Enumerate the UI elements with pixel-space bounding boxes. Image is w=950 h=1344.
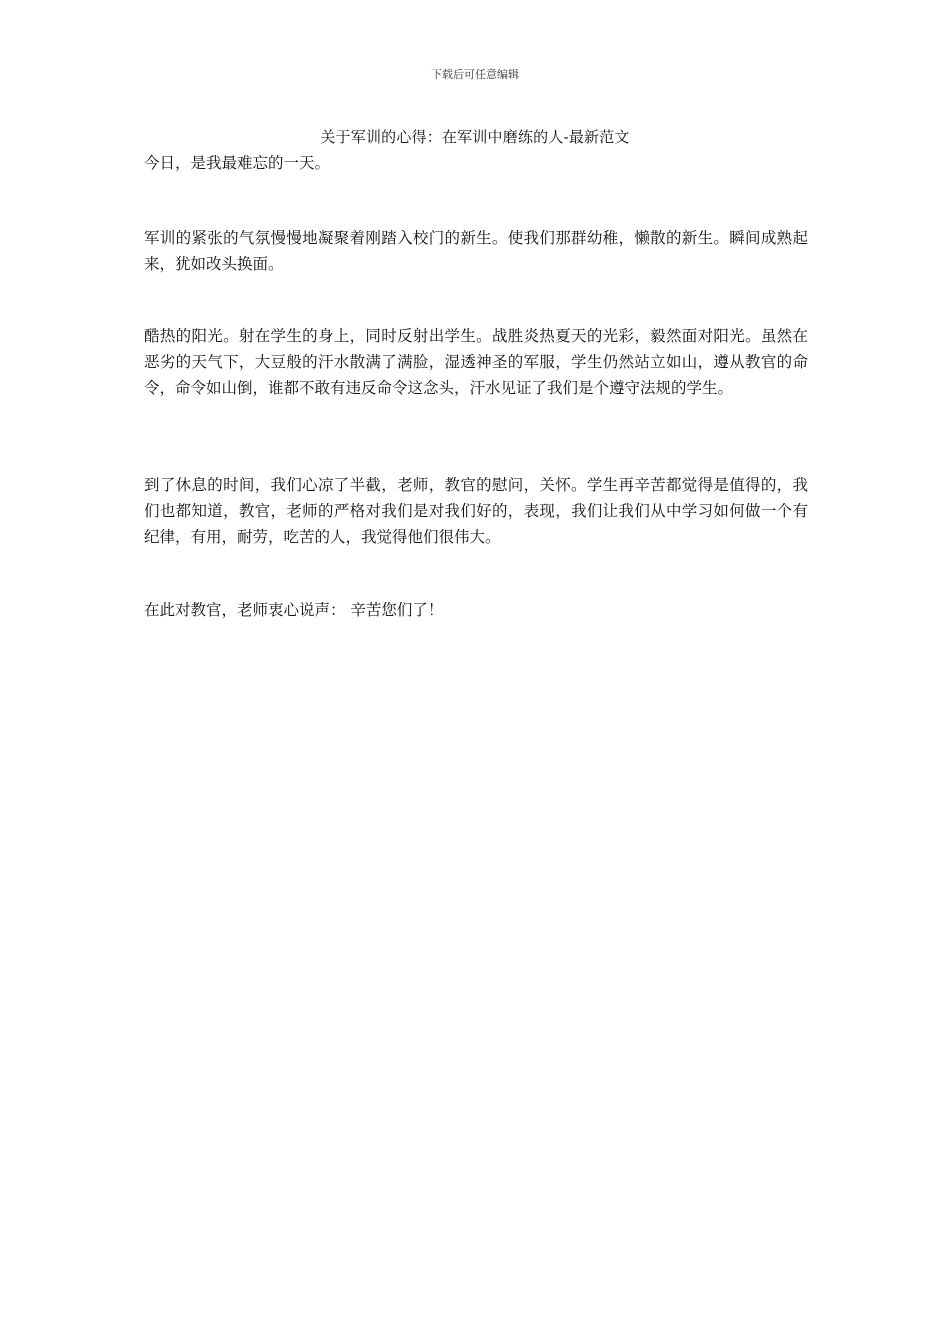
paragraph-4: 到了休息的时间，我们心凉了半截，老师，教官的慰问，关怀。学生再辛苦都觉得是值得的，我们也都知道，教官，老师的严格对我们是对我们好的，表现，我们让我们从中学习如何做一个有纪律，有用，耐劳，吃苦的人，我觉得他们很伟大。 <box>144 476 808 546</box>
header-note: 下载后可任意编辑 <box>431 68 519 81</box>
paragraph-2: 军训的紧张的气氛慢慢地凝聚着刚踏入校门的新生。使我们那群幼稚，懒散的新生。瞬间成熟起来，犹如改头换面。 <box>144 229 808 273</box>
document-title: 关于军训的心得：在军训中磨练的人-最新范文 <box>320 128 630 146</box>
paragraph-5: 在此对教官，老师衷心说声： 辛苦您们了！ <box>144 601 444 619</box>
paragraph-3: 酷热的阳光。射在学生的身上，同时反射出学生。战胜炎热夏天的光彩，毅然面对阳光。虽然在恶劣的天气下，大豆般的汗水散满了满脸，湿透神圣的军服，学生仍然站立如山，遵从教官的命令，命令如山倒，谁都不敢有违反命令这念头，汗水见证了我们是个遵守法规的学生。 <box>144 327 808 397</box>
paragraph-1: 今日，是我最难忘的一天。 <box>144 154 331 172</box>
